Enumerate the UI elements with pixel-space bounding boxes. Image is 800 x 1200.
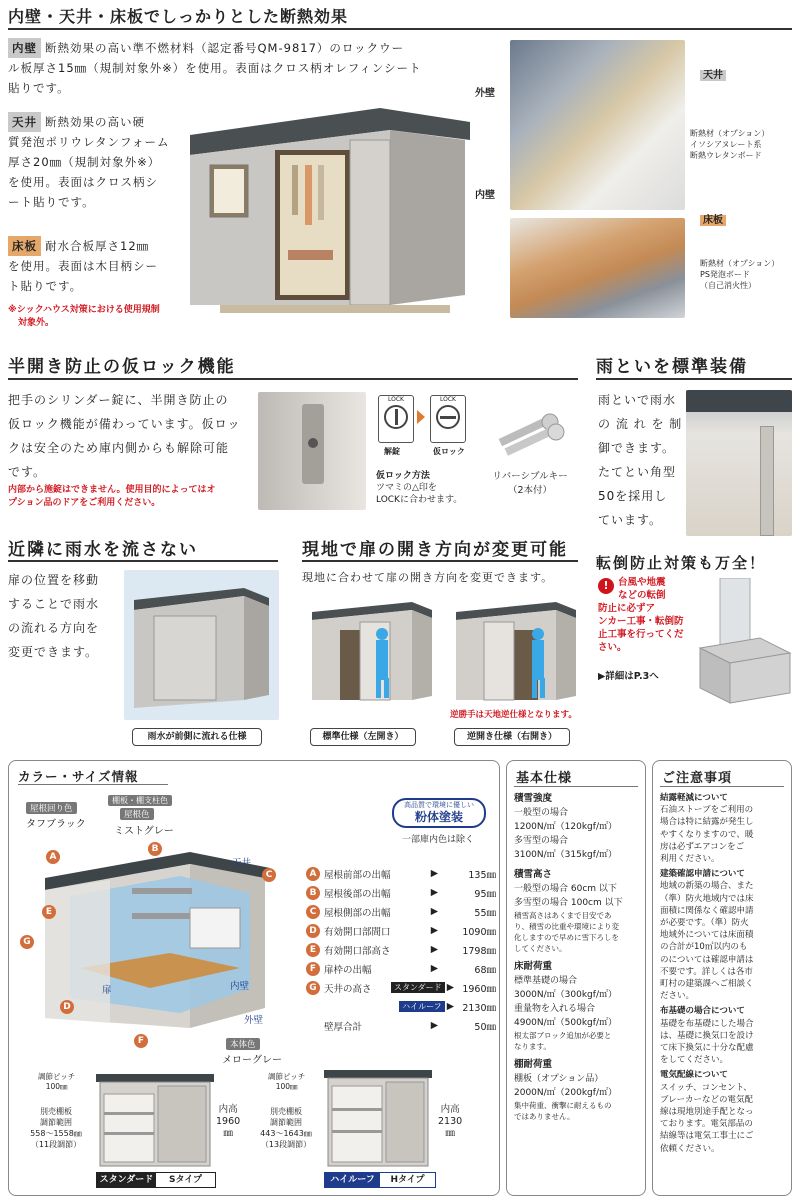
spec-row-wall: 壁厚合計 ▶ 50㎜ xyxy=(324,1020,496,1033)
outer-wall-label: 外壁 xyxy=(475,88,495,99)
lock-title: 半開き防止の仮ロック機能 xyxy=(8,357,236,377)
ceiling-tag: 天井 xyxy=(8,112,41,132)
spec-row-d: D 有効開口部間口 ▶ 1090㎜ xyxy=(306,921,496,940)
door-label-diagram: 扉 xyxy=(102,985,112,996)
lock-dial-locked: LOCK xyxy=(430,395,466,443)
spec-row-e: E 有効開口部高さ ▶ 1798㎜ xyxy=(306,940,496,959)
color-size-title: カラー・サイズ情報 xyxy=(18,769,139,784)
gutter-title: 雨といを標準装備 xyxy=(596,357,748,377)
door-title: 現地で扉の開き方向が変更可能 xyxy=(302,540,568,560)
rain-title: 近隣に雨水を流さない xyxy=(8,540,198,560)
roof-color-tag: 屋根回り色 xyxy=(26,802,77,814)
spec-row-g-hi: ハイルーフ ▶ 2130㎜ xyxy=(306,997,496,1016)
spec-row-g: G 天井の高さ スタンダード ▶ 1960㎜ xyxy=(306,978,496,997)
std-shelf-range: 別売棚板 調節範囲 558～1558㎜ （11段調節） xyxy=(30,1107,82,1149)
outer-wall-label-diagram: 外壁 xyxy=(244,1015,264,1026)
hi-inner-height: 内高 2130 ㎜ xyxy=(438,1104,463,1139)
marker-e: E xyxy=(42,905,56,919)
marker-f: F xyxy=(134,1034,148,1048)
regulation-note: ※シックハウス対策における使用規制 対象外。 xyxy=(8,305,160,328)
roof-color: タフブラック xyxy=(26,819,86,830)
body-color-tag: 本体色 xyxy=(226,1038,260,1050)
rain-text: 扉の位置を移動 することで雨水 の流れる方向を 変更できます。 xyxy=(8,573,100,659)
gutter-text: 雨といで雨水 の 流 れ を 制 御できます。 たてとい角型 50を採用し ています。 xyxy=(598,393,683,527)
floor-cross-section-image xyxy=(510,218,685,318)
spec-row-f: F 扉枠の出幅 ▶ 68㎜ xyxy=(306,959,496,978)
inner-wall-text: 内壁 断熱効果の高い準不燃材料（認定番号QM-9817）のロックウー ル板厚さ15㎜（規制対象外※）を使用。表面はクロス柄オレフィンシート 貼りです。 xyxy=(8,38,508,98)
lock-warning: 内部から施錠はできません。使用目的によってはオ プション品のドアをご利用ください。 xyxy=(8,485,216,508)
overturn-detail-link[interactable]: ▶詳細はP.3へ xyxy=(598,671,659,682)
rain-flow-image xyxy=(124,570,279,720)
divider xyxy=(8,378,578,380)
badge-note: 一部庫内色は除く xyxy=(402,835,475,845)
marker-g: G xyxy=(20,935,34,949)
door-reverse-caption: 逆開き仕様（右開き） xyxy=(454,728,570,746)
spec-row-b: B 屋根後部の出幅 ▶ 95㎜ xyxy=(306,883,496,902)
s-type-diagram xyxy=(96,1072,216,1168)
warning-icon: ! xyxy=(598,578,614,594)
spec-row-c: C 屋根側部の出幅 ▶ 55㎜ xyxy=(306,902,496,921)
divider xyxy=(596,378,792,380)
notes-title: ご注意事項 xyxy=(662,771,733,786)
reverse-note: 逆勝手は天地逆仕様となります。 xyxy=(450,710,577,720)
marker-d: D xyxy=(60,1000,74,1014)
divider xyxy=(514,786,638,787)
rain-caption: 雨水が前側に流れる仕様 xyxy=(132,728,262,746)
powder-coating-badge: 高品質で環境に優しい 粉体塗装 xyxy=(392,798,486,828)
door-standard-image xyxy=(302,592,438,704)
ceiling-label-diagram: 天井 xyxy=(232,858,252,869)
door-text: 現地に合わせて扉の開き方向を変更できます。 xyxy=(302,571,554,584)
hi-pitch: 調節ピッチ 100㎜ xyxy=(268,1072,306,1091)
h-type-label: ハイルーフ Hタイプ xyxy=(324,1172,436,1188)
ceiling-insulation-label: 断熱材（オプション） イソシアヌレート系 断熱ウレタンボード xyxy=(690,129,770,160)
roof-base-color: ミストグレー xyxy=(114,826,174,837)
floor-insulation-label: 断熱材（オプション） PS発泡ボード （自己消火性） xyxy=(700,259,780,290)
inner-wall-tag: 内壁 xyxy=(8,38,41,58)
insulation-title: 内壁・天井・床板でしっかりとした断熱効果 xyxy=(8,7,349,26)
ceiling-label: 天井 xyxy=(700,70,726,81)
ceiling-text: 天井 断熱効果の高い硬 質発泡ポリウレタンフォーム 厚さ20㎜（規制対象外※） を使用。表面はクロス柄シ ート貼りです。 xyxy=(8,112,188,212)
lock-method: 仮ロック方法 ツマミの△印を LOCKに合わせます。 xyxy=(376,471,463,505)
door-reversed-image xyxy=(446,592,582,704)
marker-c: C xyxy=(262,868,276,882)
spec-row-a: A 屋根前部の出幅 ▶ 135㎜ xyxy=(306,864,496,883)
std-pitch: 調節ピッチ 100㎜ xyxy=(38,1072,76,1091)
wall-cross-section-image xyxy=(510,40,685,210)
shelf-color-tag: 棚板・棚支柱色 xyxy=(108,795,172,806)
marker-b: B xyxy=(148,842,162,856)
basic-spec-content: 積雪強度 一般型の場合 1200N/㎡（120kgf/㎡） 多雪型の場合 3100N/㎡（315kgf/㎡） 積雪高さ 一般型の場合 60cm 以下 多雪型の場合 100cm 以下 積雪高さはあくまで目安であ り、積雪の比重や環境により変 化しますので早めに雪下ろしを してください。 床耐荷重 標準基礎の場合 3000N/㎡（300kgf/㎡） 重量物を入れる場合 4900N/㎡（500kgf/㎡） 根太部ブロック追加が必要と なります。 棚耐荷重 棚板（オプション品） 2000N/㎡（200kgf/㎡） 集中荷重、衝撃に耐えるもの ではありません。 xyxy=(514,793,623,1121)
reversible-key-icon xyxy=(488,410,568,460)
body-color: メローグレー xyxy=(222,1055,282,1066)
storage-shed-image xyxy=(180,100,480,315)
door-handle-image xyxy=(258,392,366,510)
s-type-label: スタンダード Sタイプ xyxy=(96,1172,216,1188)
dimension-list xyxy=(306,864,496,1035)
overturn-title: 転倒防止対策も万全！ xyxy=(596,554,767,572)
std-inner-height: 内高 1960 ㎜ xyxy=(216,1104,241,1139)
anchor-diagram-image xyxy=(690,578,792,706)
basic-spec-title: 基本仕様 xyxy=(516,771,573,786)
gutter-image xyxy=(686,390,792,536)
arrow-right-icon xyxy=(417,410,425,424)
release-label: 解錠 xyxy=(384,447,400,456)
lock-dial-released: LOCK xyxy=(378,395,414,443)
inner-wall-label-diagram: 内壁 xyxy=(230,981,250,992)
overturn-text: 台風や地震 などの転倒 防止に必ずア ンカー工事・転倒防 止工事を行ってくだ さい。 xyxy=(598,577,684,653)
door-standard-caption: 標準仕様（左開き） xyxy=(310,728,416,746)
h-type-diagram xyxy=(324,1068,434,1168)
lock-text: 把手のシリンダー錠に、半開き防止の 仮ロック機能が備わっています。仮ロッ クは安全のため庫内側からも解除可能 です。 xyxy=(8,393,241,479)
marker-a: A xyxy=(46,850,60,864)
divider xyxy=(8,560,278,562)
notes-content: 結露軽減について 石油ストーブをご利用の 場合は特に結露が発生し やすくなりますので、暖 房は必ずエアコンをご 利用ください。 建築確認申請について 地域の新築の場合、また （準）防火地域内では床 面積に関係なく確認申請 が必要です。（準）防火 地域外については床面積 の合計が10㎡以内のも のについては確認申請は 不要です。詳しくは各市 町村の建築課へご相談く ださい。 布基礎の場合について 基礎を布基礎にした場合 は、基礎に換気口を設け て床下換気に十分な配慮 をしてください。 電気配線について スイッチ、コンセント、 ブレーカーなどの電気配 線は現地別途手配となっ ております。電気部品の 結線等は電気工事士にご 依頼ください。 xyxy=(660,793,754,1154)
inner-wall-label: 内壁 xyxy=(475,190,495,201)
divider xyxy=(18,784,168,785)
divider xyxy=(660,786,784,787)
key-caption: リバーシブルキー （2本付） xyxy=(492,471,568,496)
floor-tag: 床板 xyxy=(8,236,41,256)
divider xyxy=(302,560,578,562)
roof-base-tag: 屋根色 xyxy=(120,808,154,820)
hi-shelf-range: 別売棚板 調節範囲 443～1643㎜ （13段調節） xyxy=(260,1107,312,1149)
floor-label: 床板 xyxy=(700,215,726,226)
divider xyxy=(8,28,792,30)
floor-text: 床板 耐水合板厚さ12㎜ を使用。表面は木目柄シー ト貼りです。 xyxy=(8,236,188,296)
temp-lock-label: 仮ロック xyxy=(433,447,465,456)
